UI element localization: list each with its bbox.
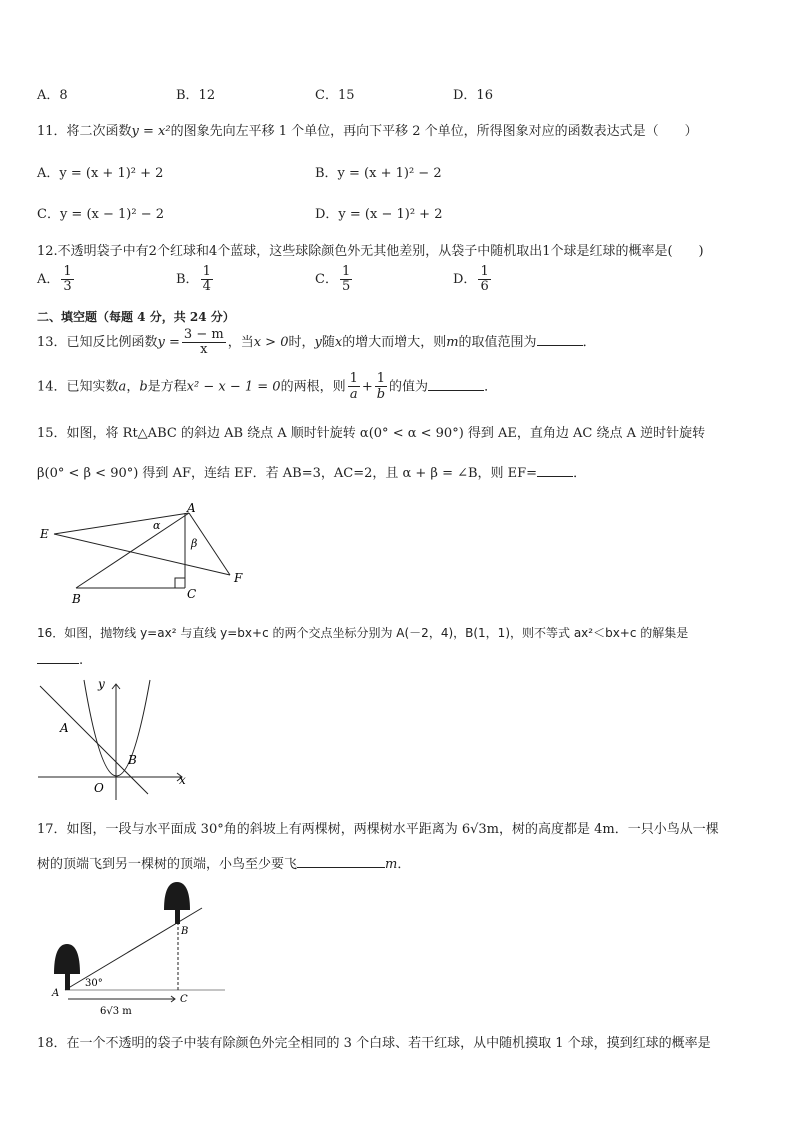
q17-line-2-text: 树的顶端飞到另一棵树的顶端，小鸟至少要飞 bbox=[37, 857, 298, 872]
q14-stem bbox=[37, 372, 497, 402]
q15-line-ef bbox=[54, 534, 230, 575]
q12-num-a: 1 bbox=[63, 264, 72, 279]
q17-label-c: C bbox=[180, 994, 188, 1005]
q11-option-c: C．y = (x − 1)² − 2 bbox=[37, 207, 164, 222]
q17-label-a: A bbox=[52, 988, 60, 999]
q13-cond: x > 0 bbox=[253, 335, 289, 350]
q17-unit: m bbox=[385, 857, 398, 872]
q15-answer-blank[interactable] bbox=[537, 466, 573, 477]
q12-label-d: D． bbox=[453, 272, 477, 287]
q12-label-b: B． bbox=[176, 272, 199, 287]
q12-option-d bbox=[453, 265, 493, 294]
q15-line-ba bbox=[76, 513, 189, 588]
q12-stem: 12.不透明袋子中有2个红球和4个蓝球，这些球除颜色外无其他差别，从袋子中随机取出1个球是红球的概率是( ) bbox=[37, 244, 704, 259]
q12-num-d: 1 bbox=[480, 264, 489, 279]
q12-label-a: A． bbox=[37, 272, 60, 287]
q17-figure bbox=[40, 878, 240, 1020]
q13-num: 3 − m bbox=[183, 327, 224, 342]
q14-text-d: 的两根，则 bbox=[280, 379, 346, 395]
q17-tree-b-trunk bbox=[175, 908, 180, 924]
q10-option-a: A．8 bbox=[37, 88, 68, 103]
q16-stem: 16．如图，抛物线 y=ax² 与直线 y=bx+c 的两个交点坐标分别为 A(－2，4)，B(1，1)，则不等式 ax²＜bx+c 的解集是 bbox=[37, 626, 689, 640]
q14-plus: + bbox=[361, 379, 373, 395]
q14-text-e: 的值为 bbox=[389, 379, 429, 395]
q12-num-c: 1 bbox=[341, 264, 351, 279]
q14-end: ． bbox=[484, 379, 498, 395]
q16-label-o: O bbox=[94, 781, 104, 795]
q15-line-ea bbox=[54, 513, 189, 534]
q16-end: . bbox=[79, 653, 84, 668]
q15-label-alpha: α bbox=[153, 519, 161, 532]
q11-prefix: 11．将二次函数 bbox=[37, 124, 132, 139]
q15-end: ． bbox=[573, 466, 587, 481]
q14-answer-blank[interactable] bbox=[428, 380, 484, 391]
q14-frac-1 bbox=[348, 372, 360, 402]
q13-text-c: 时， bbox=[288, 335, 315, 350]
q12-frac-c bbox=[340, 265, 352, 294]
q13-text-a: 13．已知反比例函数 bbox=[37, 335, 158, 350]
q12-option-b bbox=[176, 265, 215, 294]
q12-num-b: 1 bbox=[202, 264, 211, 279]
q13-stem bbox=[37, 328, 596, 357]
q17-tree-b-crown bbox=[164, 882, 190, 910]
q16-label-b: B bbox=[128, 753, 137, 767]
q10-option-d: D．16 bbox=[453, 88, 493, 103]
q16-parabola bbox=[84, 680, 150, 776]
q16-label-y: y bbox=[98, 677, 105, 691]
q15-label-e: E bbox=[40, 527, 49, 541]
q12-option-c bbox=[315, 265, 354, 294]
q13-end: ． bbox=[582, 335, 596, 350]
q15-label-c: C bbox=[187, 587, 197, 601]
q12-frac-a bbox=[61, 265, 73, 294]
q15-label-b: B bbox=[72, 592, 81, 606]
q17-tree-a-trunk bbox=[65, 972, 70, 990]
q14-den-1: a bbox=[349, 387, 358, 402]
q13-y-eq: y = bbox=[157, 335, 180, 350]
q17-label-angle: 30° bbox=[85, 978, 103, 989]
q12-den-a: 3 bbox=[63, 279, 72, 294]
q14-text-c: 是方程 bbox=[147, 379, 187, 395]
q13-var-x: x bbox=[334, 335, 343, 350]
q13-den: x bbox=[200, 342, 208, 357]
q12-den-b: 4 bbox=[202, 279, 211, 294]
q15-label-beta: β bbox=[191, 537, 198, 550]
section-title: 二、填空题（每题 4 分，共 24 分） bbox=[37, 310, 235, 324]
q13-text-d: 随 bbox=[321, 335, 335, 350]
q17-label-distance: 6√3 m bbox=[100, 1006, 132, 1017]
q12-frac-d bbox=[478, 265, 490, 294]
q15-right-angle bbox=[175, 578, 185, 588]
q17-tree-a-crown bbox=[54, 944, 80, 974]
q12-den-d: 6 bbox=[480, 279, 489, 294]
q16-answer-line bbox=[37, 653, 83, 668]
q13-var-y: y bbox=[314, 335, 322, 350]
q18-stem: 18．在一个不透明的袋子中装有除颜色外完全相同的 3 个白球、若干红球，从中随机摸取 1 个球，摸到红球的概率是 bbox=[37, 1036, 711, 1051]
q12-den-c: 5 bbox=[341, 279, 351, 294]
q16-label-x: x bbox=[179, 773, 186, 787]
q12-option-a bbox=[37, 265, 76, 294]
q17-line-2 bbox=[37, 853, 410, 872]
q15-line-2 bbox=[37, 462, 586, 481]
q14-den-2: b bbox=[376, 387, 386, 402]
q13-var-m: m bbox=[446, 335, 459, 350]
q15-label-f: F bbox=[234, 571, 243, 585]
q17-end: ． bbox=[397, 857, 411, 872]
q16-answer-blank[interactable] bbox=[37, 653, 79, 664]
q14-equation: x² − x − 1 = 0 bbox=[186, 379, 281, 395]
q10-option-c: C．15 bbox=[315, 88, 355, 103]
q14-frac-2 bbox=[375, 372, 387, 402]
q15-line-2-text: β(0° < β < 90°) 得到 AF，连结 EF．若 AB=3，AC=2，且 α + β = ∠B，则 EF= bbox=[37, 466, 538, 481]
q16-label-a: A bbox=[60, 721, 69, 735]
q14-text-a: 14．已知实数 bbox=[37, 379, 119, 395]
q16-line bbox=[40, 686, 148, 794]
q16-figure bbox=[30, 672, 200, 800]
q13-frac bbox=[182, 328, 226, 357]
q13-text-f: 的取值范围为 bbox=[458, 335, 537, 350]
q11-option-b: B．y = (x + 1)² − 2 bbox=[315, 166, 442, 181]
q14-num-2: 1 bbox=[376, 371, 386, 386]
q13-text-e: 的增大而增大，则 bbox=[342, 335, 447, 350]
q14-text-b: ， bbox=[126, 379, 140, 395]
q14-var-a: a bbox=[118, 379, 127, 395]
q17-line-1: 17．如图，一段与水平面成 30°角的斜坡上有两棵树，两棵树水平距离为 6√3m，树的高度都是 4m．一只小鸟从一棵 bbox=[37, 822, 719, 837]
q14-var-b: b bbox=[139, 379, 148, 395]
q12-label-c: C． bbox=[315, 272, 338, 287]
q15-label-a: A bbox=[187, 501, 196, 515]
q11-expr: y = x² bbox=[131, 124, 171, 139]
q15-figure bbox=[30, 500, 260, 610]
q17-label-b: B bbox=[181, 926, 189, 937]
q15-line-1: 15．如图，将 Rt△ABC 的斜边 AB 绕点 A 顺时针旋转 α(0° < α < 90°) 得到 AE，直角边 AC 绕点 A 逆时针旋转 bbox=[37, 426, 706, 441]
q11-stem bbox=[37, 120, 698, 139]
q14-num-1: 1 bbox=[349, 371, 358, 386]
q11-option-d: D．y = (x − 1)² + 2 bbox=[315, 207, 443, 222]
q13-text-b: ，当 bbox=[227, 335, 254, 350]
q13-answer-blank[interactable] bbox=[537, 335, 583, 346]
q17-answer-blank[interactable] bbox=[297, 857, 385, 868]
q11-suffix: 的图象先向左平移 1 个单位，再向下平移 2 个单位，所得图象对应的函数表达式是（ ） bbox=[170, 124, 698, 139]
q12-frac-b bbox=[201, 265, 213, 294]
q11-option-a: A．y = (x + 1)² + 2 bbox=[37, 166, 164, 181]
q10-option-b: B．12 bbox=[176, 88, 216, 103]
